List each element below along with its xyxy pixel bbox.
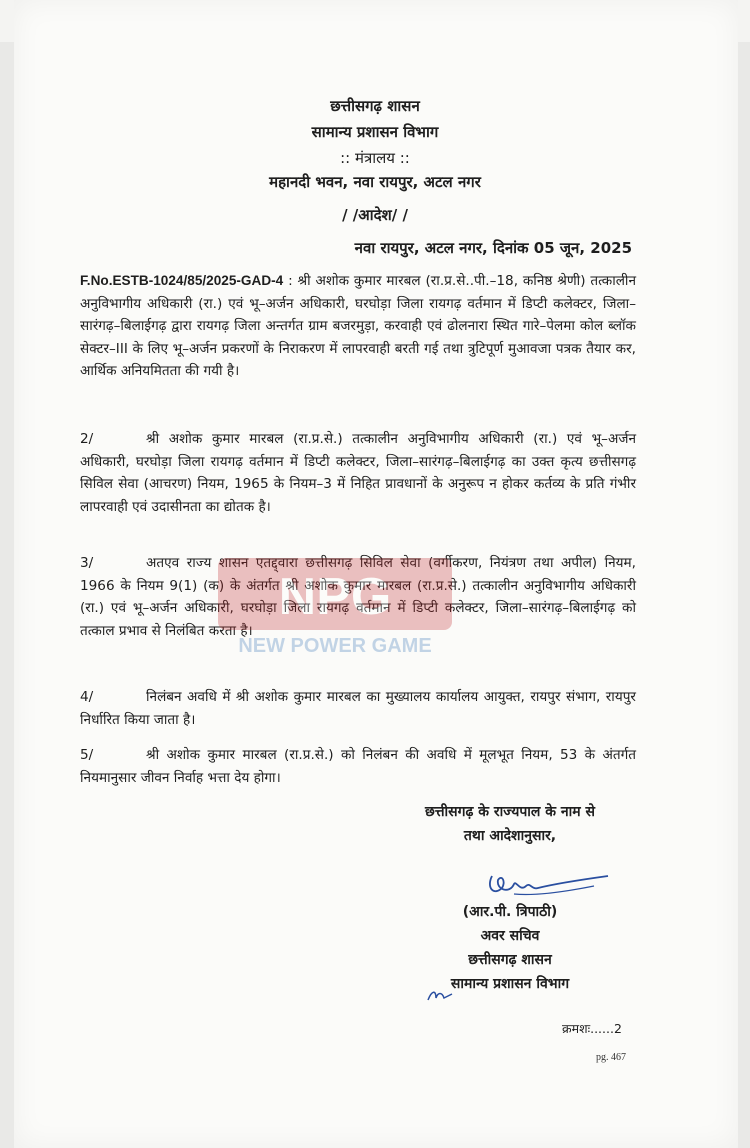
file-number: F.No.ESTB-1024/85/2025-GAD-4	[80, 273, 284, 288]
initial-mark-icon	[426, 986, 456, 1006]
paragraph-3	[80, 552, 636, 642]
paragraph-number: 3/	[80, 555, 94, 571]
header-address: महानदी भवन, नवा रायपुर, अटल नगर	[269, 173, 481, 191]
paragraph-number: 4/	[80, 689, 94, 705]
paragraph-2-text: श्री अशोक कुमार मारबल (रा.प्र.से.) तत्कालीन अनुविभागीय अधिकारी (रा.) एवं भू–अर्जन अधिकारी, घरघोड़ा जिला रायगढ़ वर्तमान में डिप्टी कलेक्टर, जिला–सारंगढ़–बिलाईगढ़ का उक्त कृत्य छत्तीसगढ़ सिविल सेवा (आचरण) नियम, 1965 के नियम–3 में निहित प्रावधानों के अनुरूप न होकर कर्तव्य के प्रति गंभीर लापरवाही एवं उदासीनता का द्योतक है।	[80, 431, 636, 515]
paragraph-2	[80, 428, 636, 518]
continuation-marker: क्रमशः......2	[562, 1021, 622, 1036]
paragraph-number: 5/	[80, 747, 94, 763]
header-government: छत्तीसगढ़ शासन	[330, 97, 420, 115]
authority-line-1: छत्तीसगढ़ के राज्यपाल के नाम से	[425, 804, 595, 820]
paragraph-number: 2/	[80, 431, 94, 447]
watermark-logo-text: NPG	[278, 568, 392, 626]
signatory-designation: अवर सचिव	[480, 928, 540, 944]
header-department: सामान्य प्रशासन विभाग	[311, 123, 439, 141]
authority-line-2: तथा आदेशानुसार,	[463, 828, 557, 844]
watermark-tagline: NEW POWER GAME	[238, 635, 432, 657]
order-title: / /आदेश/ /	[342, 206, 408, 224]
paragraph-1	[80, 270, 636, 383]
paragraph-3-text: अतएव राज्य शासन एतद्द्वारा छत्तीसगढ़ सिविल सेवा (वर्गीकरण, नियंत्रण तथा अपील) नियम, 1966 के नियम 9(1) (क) के अंतर्गत श्री अशोक कुमार मारबल (रा.प्र.से.) तत्कालीन अनुविभागीय अधिकारी (रा.) एवं भू–अर्जन अधिकारी, घरघोड़ा जिला रायगढ़ वर्तमान में डिप्टी कलेक्टर, जिला–सारंगढ़–बिलाईगढ़ को तत्काल प्रभाव से निलंबित करता है।	[80, 555, 636, 639]
signatory-block	[380, 900, 640, 996]
order-date: नवा रायपुर, अटल नगर, दिनांक 05 जून, 2025	[354, 239, 632, 257]
signatory-name: (आर.पी. त्रिपाठी)	[462, 904, 558, 920]
authority-block	[380, 800, 640, 848]
paragraph-4	[80, 686, 636, 731]
paragraph-1-text: : श्री अशोक कुमार मारबल (रा.प्र.से..पी.–18, कनिष्ठ श्रेणी) तत्कालीन अनुविभागीय अधिकारी (रा.) एवं भू–अर्जन अधिकारी, घरघोड़ा जिला रायगढ़ वर्तमान में डिप्टी कलेक्टर, जिला–सारंगढ़–बिलाईगढ़ द्वारा रायगढ़ जिला अन्तर्गत ग्राम बजरमुड़ा, करवाही एवं ढोलनारा स्थित गारे–पेलमा कोल ब्लॉक सेक्टर–III के लिए भू–अर्जन प्रकरणों के निराकरण में लापरवाही बरती गई तथा त्रुटिपूर्ण मुआवजा पत्रक तैयार कर, आर्थिक अनियमितता की गयी है।	[80, 273, 636, 380]
paragraph-5	[80, 744, 636, 789]
page-reference: pg. 467	[596, 1052, 626, 1063]
header-ministry: :: मंत्रालय ::	[340, 149, 410, 167]
signatory-org-2: सामान्य प्रशासन विभाग	[450, 976, 570, 992]
paragraph-5-text: श्री अशोक कुमार मारबल (रा.प्र.से.) को निलंबन की अवधि में मूलभूत नियम, 53 के अंतर्गत नियमानुसार जीवन निर्वाह भत्ता देय होगा।	[80, 747, 636, 786]
paragraph-4-text: निलंबन अवधि में श्री अशोक कुमार मारबल का मुख्यालय कार्यालय आयुक्त, रायपुर संभाग, रायपुर निर्धारित किया जाता है।	[80, 689, 636, 728]
signatory-org-1: छत्तीसगढ़ शासन	[468, 952, 552, 968]
